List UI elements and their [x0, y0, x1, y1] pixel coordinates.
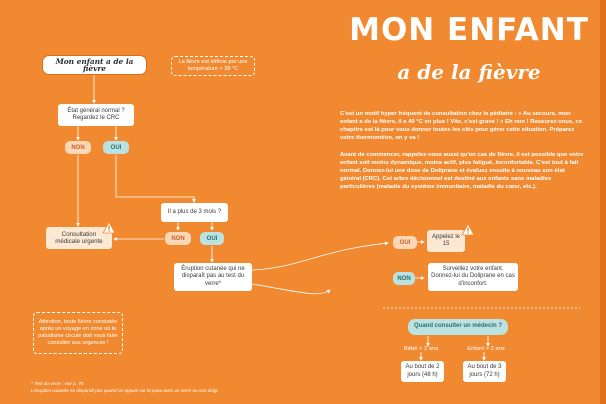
baby-delay-text: Au bout de 2 jours (48 h) — [405, 364, 440, 378]
question-general-state — [58, 104, 134, 126]
baby-delay-node — [401, 361, 444, 382]
baby-age-label: Bébé < 2 ans — [403, 346, 439, 352]
call-emergency-text: Appelez le 15 — [431, 233, 461, 247]
q1-no-pill: NON — [65, 141, 91, 154]
call-emergency-node — [427, 230, 465, 252]
when-consult-text: Quand consulter un médecin ? — [413, 323, 502, 330]
urgent-consultation-text: Consultation médicale urgente — [55, 230, 103, 245]
fever-definition-text: La fièvre est définie par une température > 38 °C — [178, 58, 248, 72]
q2-yes-pill: OUI — [200, 232, 224, 245]
edge-q3-oui3 — [252, 243, 388, 270]
child-delay-node — [463, 361, 506, 382]
malaria-warning-text: Attention, toute fièvre constatée après un voyage en zone où le paludisme circule doit vous faire consulter aux urgences ! — [38, 318, 118, 347]
q2-no-pill: NON — [165, 232, 191, 245]
edge-oui-q2 — [116, 155, 194, 202]
page-subtitle: a de la fièvre — [397, 60, 541, 84]
question-age-3-months — [161, 203, 228, 222]
when-consult-question — [408, 319, 508, 335]
child-age-label: Enfant > 2 ans — [467, 346, 505, 352]
malaria-warning-note — [33, 312, 123, 354]
intro-paragraph-1: C'est un motif hyper fréquent de consultation chez le pédiatre : « Au secours, mon enfant a de la fièvre, il a 40 °C en plus ! Vite, c'est grave ! » Eh non ! Rassurez-vous, ce chapitre est là pour vous donner toutes les clés pour gérer cette situation. Préparez votre thermomètre, on y va ! — [340, 111, 582, 141]
monitor-child-text: Surveillez votre enfant. Donnez-lui du Doliprane en cas d'inconfort. — [431, 265, 515, 287]
q3-yes-pill: OUI — [393, 236, 417, 249]
question-age-3-months-text: Il a plus de 3 mois ? — [167, 208, 222, 215]
question-skin-rash — [174, 263, 252, 291]
page-edge — [600, 0, 606, 404]
warning-icon-2 — [461, 223, 475, 236]
question-general-state-text: État général normal ? Regardez le CRC — [67, 107, 125, 121]
page-title: MON ENFANT — [349, 12, 589, 48]
footnote-line-2: L'éruption cutanée ne disparaît pas quand on appuie sur la peau avec un verre ou son doigt. — [31, 388, 219, 393]
warning-icon — [102, 221, 116, 234]
edge-q3-non3 — [252, 284, 330, 294]
child-delay-text: Au bout de 3 jours (72 h) — [467, 364, 502, 378]
start-text: Mon enfant a de la fièvre — [55, 56, 134, 73]
footnote-line-1: * Test du verre : voir p. 75 — [31, 381, 84, 386]
intro-paragraph-2: Avant de commencer, rappelez-vous aussi qu'en cas de fièvre, il est possible que votre enfant soit moins dynamique, moins actif, plus fatigué, inconfortable. C'est tout à fait normal. Donnez-lui une dose de Doliprane et évaluez ensuite à nouveau son état général (CRC). Cet arbre décisionnel est destiné aux enfants sans maladies particulières (maladie du système immunitaire, maladie du cœur, etc.). — [340, 152, 584, 190]
question-skin-rash-text: Éruption cutanée qui ne disparaît pas au test du verre* — [181, 265, 245, 287]
monitor-child-node — [428, 263, 518, 291]
start-node — [43, 56, 146, 74]
fever-definition-note — [171, 56, 255, 76]
q1-yes-pill: OUI — [103, 141, 129, 154]
q3-no-pill: NON — [393, 272, 415, 285]
